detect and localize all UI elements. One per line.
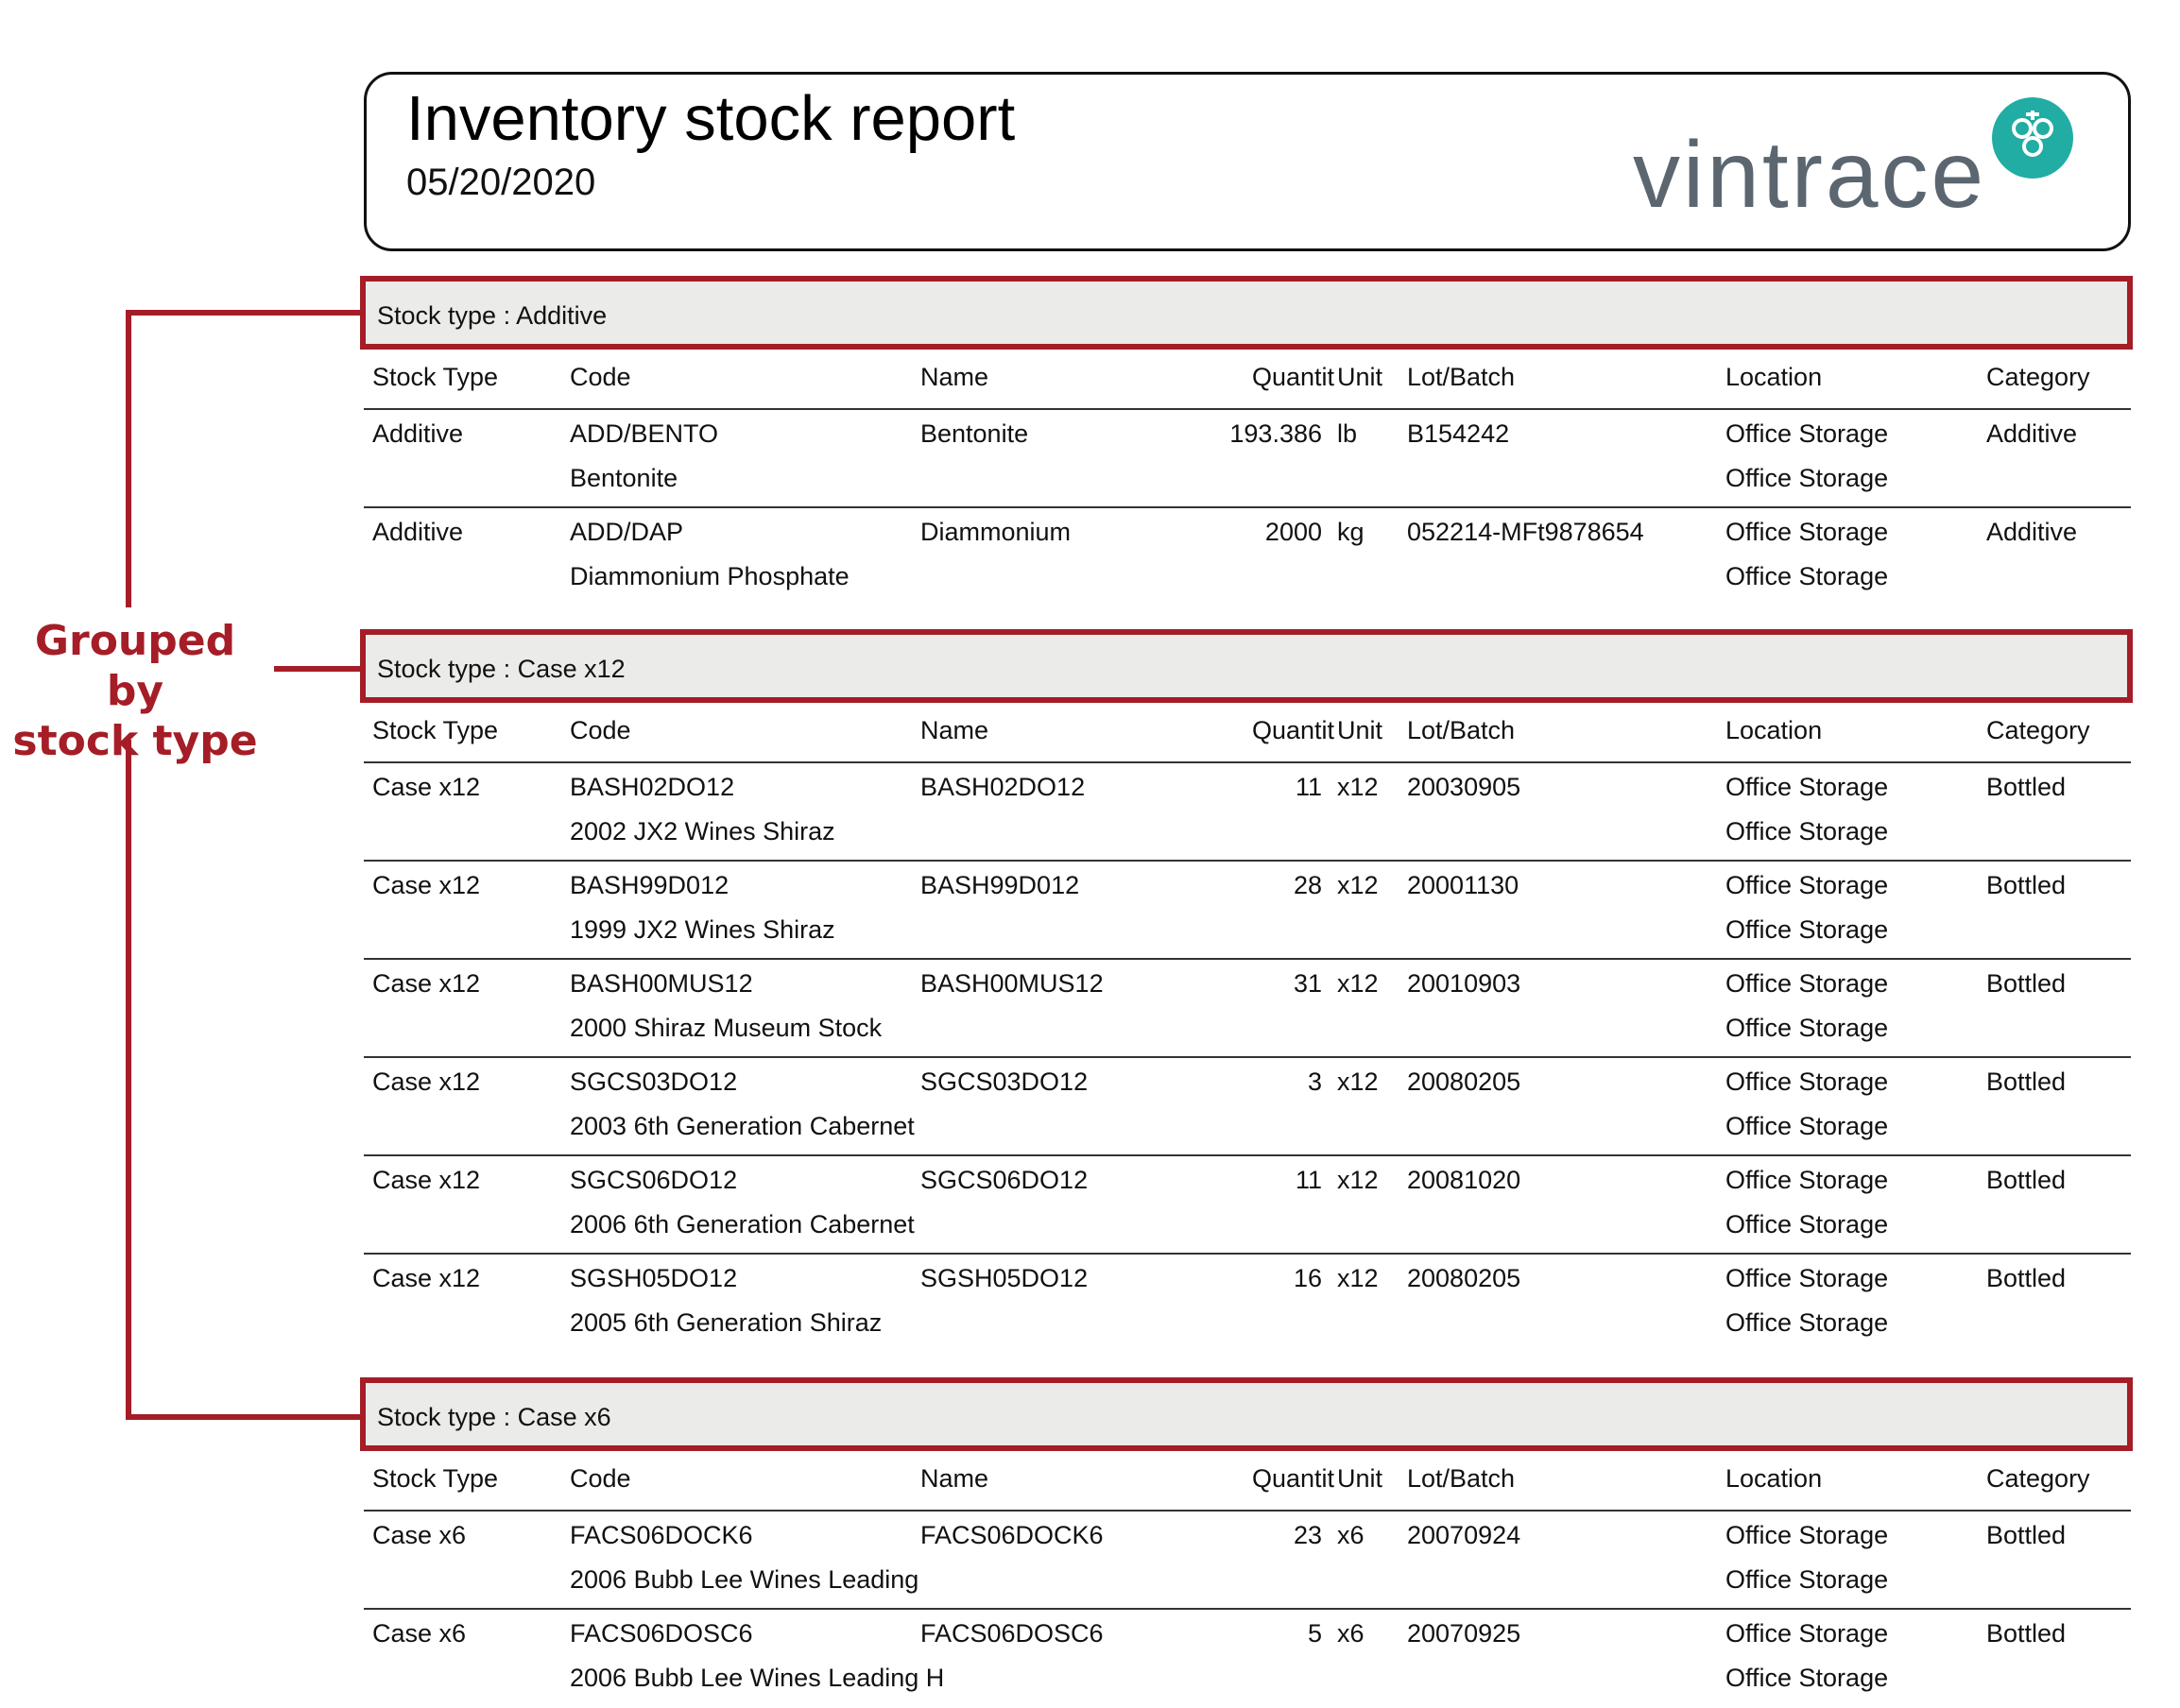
cell-stock-type: Case x12 <box>372 1068 481 1096</box>
annotation-label <box>8 616 263 766</box>
group-header-label: Stock type : Additive <box>377 301 608 330</box>
cell-category: Bottled <box>1986 1521 2067 1549</box>
annotation-line-2: stock type <box>12 717 258 765</box>
group-header <box>360 629 2133 703</box>
cell-description: Bentonite <box>570 464 678 492</box>
cell-name: BASH99D012 <box>920 871 1080 899</box>
col-lot-batch: Lot/Batch <box>1407 1464 1516 1493</box>
cell-name: BASH00MUS12 <box>920 969 1104 998</box>
cell-location: Office Storage <box>1725 419 1889 448</box>
cell-stock-type: Additive <box>372 518 464 546</box>
cell-stock-type: Case x12 <box>372 1264 481 1292</box>
cell-location: Office Storage <box>1725 1619 1889 1648</box>
cell-code: BASH00MUS12 <box>570 969 753 998</box>
cell-code: FACS06DOCK6 <box>570 1521 753 1549</box>
cell-code: SGCS03DO12 <box>570 1068 738 1096</box>
cell-location: Office Storage <box>1725 1521 1889 1549</box>
vintrace-logo <box>1633 97 2086 239</box>
cell-description: 2006 Bubb Lee Wines Leading H <box>570 1664 945 1692</box>
col-quantity: Quantit <box>1252 1464 1335 1493</box>
col-stock-type: Stock Type <box>372 716 499 744</box>
col-location: Location <box>1725 1464 1823 1493</box>
col-unit: Unit <box>1337 716 1383 744</box>
cell-location-secondary: Office Storage <box>1725 562 1889 590</box>
cell-quantity: 23 <box>1293 1521 1322 1549</box>
cell-code: FACS06DOSC6 <box>570 1619 753 1648</box>
cell-category: Bottled <box>1986 969 2067 998</box>
table-row <box>364 1058 2131 1156</box>
cell-unit: x6 <box>1337 1521 1365 1549</box>
column-header-row <box>364 703 2131 761</box>
cell-lot-batch: 20080205 <box>1407 1068 1521 1096</box>
cell-unit: x12 <box>1337 1166 1379 1194</box>
stock-group-case-x12 <box>364 629 2131 1347</box>
cell-quantity: 2000 <box>1264 518 1322 546</box>
cell-unit: x6 <box>1337 1619 1365 1648</box>
col-lot-batch: Lot/Batch <box>1407 363 1516 391</box>
cell-category: Bottled <box>1986 1166 2067 1194</box>
cell-lot-batch: 20010903 <box>1407 969 1521 998</box>
col-lot-batch: Lot/Batch <box>1407 716 1516 744</box>
cell-location-secondary: Office Storage <box>1725 1112 1889 1140</box>
report-header <box>364 72 2131 251</box>
cell-lot-batch: 20081020 <box>1407 1166 1521 1194</box>
table-row <box>364 1610 2131 1708</box>
col-code: Code <box>570 716 631 744</box>
col-location: Location <box>1725 363 1823 391</box>
cell-code: BASH02DO12 <box>570 773 735 801</box>
cell-quantity: 31 <box>1293 969 1322 998</box>
cell-location-secondary: Office Storage <box>1725 1308 1889 1337</box>
cell-category: Additive <box>1986 518 2078 546</box>
cell-quantity: 16 <box>1293 1264 1322 1292</box>
logo-wordmark: vintrace <box>1633 122 1987 228</box>
column-header-row <box>364 1451 2131 1510</box>
cell-unit: kg <box>1337 518 1365 546</box>
table-row <box>364 862 2131 960</box>
cell-stock-type: Case x6 <box>372 1619 467 1648</box>
cell-location: Office Storage <box>1725 1264 1889 1292</box>
cell-lot-batch: 20070925 <box>1407 1619 1521 1648</box>
cell-name: BASH02DO12 <box>920 773 1086 801</box>
cell-quantity: 5 <box>1307 1619 1322 1648</box>
col-code: Code <box>570 363 631 391</box>
cell-location-secondary: Office Storage <box>1725 1210 1889 1238</box>
table-row <box>364 1512 2131 1610</box>
cell-location-secondary: Office Storage <box>1725 1565 1889 1594</box>
cell-stock-type: Additive <box>372 419 464 448</box>
cell-description: 2006 Bubb Lee Wines Leading <box>570 1565 919 1594</box>
cell-name: Bentonite <box>920 419 1029 448</box>
cell-name: FACS06DOCK6 <box>920 1521 1104 1549</box>
cell-unit: x12 <box>1337 1264 1379 1292</box>
cell-description: 2005 6th Generation Shiraz <box>570 1308 883 1337</box>
group-header-label: Stock type : Case x12 <box>377 655 626 683</box>
table-row <box>364 1255 2131 1353</box>
cell-code: SGSH05DO12 <box>570 1264 738 1292</box>
cell-location: Office Storage <box>1725 518 1889 546</box>
cell-description: 2000 Shiraz Museum Stock <box>570 1014 883 1042</box>
cell-code: BASH99D012 <box>570 871 730 899</box>
cell-stock-type: Case x6 <box>372 1521 467 1549</box>
cell-category: Bottled <box>1986 871 2067 899</box>
cell-stock-type: Case x12 <box>372 773 481 801</box>
cell-code: ADD/DAP <box>570 518 684 546</box>
cell-unit: x12 <box>1337 773 1379 801</box>
cell-location-secondary: Office Storage <box>1725 464 1889 492</box>
cell-location-secondary: Office Storage <box>1725 1664 1889 1692</box>
cell-location-secondary: Office Storage <box>1725 1014 1889 1042</box>
group-header <box>360 276 2133 350</box>
cell-location-secondary: Office Storage <box>1725 915 1889 944</box>
cell-quantity: 11 <box>1295 773 1322 801</box>
cell-category: Bottled <box>1986 1068 2067 1096</box>
table-row <box>364 1156 2131 1255</box>
cell-stock-type: Case x12 <box>372 871 481 899</box>
table-row <box>364 508 2131 606</box>
cell-category: Bottled <box>1986 1619 2067 1648</box>
col-category: Category <box>1986 716 2090 744</box>
cell-category: Bottled <box>1986 773 2067 801</box>
cell-lot-batch: 20030905 <box>1407 773 1521 801</box>
annotation-line-1: Grouped by <box>34 617 236 715</box>
col-quantity: Quantit <box>1252 363 1335 391</box>
col-name: Name <box>920 363 989 391</box>
group-header-label: Stock type : Case x6 <box>377 1403 611 1431</box>
group-header <box>360 1377 2133 1451</box>
col-code: Code <box>570 1464 631 1493</box>
cell-stock-type: Case x12 <box>372 969 481 998</box>
col-name: Name <box>920 1464 989 1493</box>
cell-description: 2002 JX2 Wines Shiraz <box>570 817 835 845</box>
cell-description: 2003 6th Generation Cabernet <box>570 1112 915 1140</box>
cell-stock-type: Case x12 <box>372 1166 481 1194</box>
cell-description: 1999 JX2 Wines Shiraz <box>570 915 835 944</box>
cell-quantity: 11 <box>1295 1166 1322 1194</box>
col-unit: Unit <box>1337 363 1383 391</box>
table-row <box>364 410 2131 508</box>
cell-name: SGSH05DO12 <box>920 1264 1089 1292</box>
cell-name: Diammonium <box>920 518 1072 546</box>
cell-category: Bottled <box>1986 1264 2067 1292</box>
report-date: 05/20/2020 <box>406 162 596 203</box>
cell-name: SGCS06DO12 <box>920 1166 1089 1194</box>
cell-lot-batch: 052214-MFt9878654 <box>1407 518 1644 546</box>
cell-location: Office Storage <box>1725 773 1889 801</box>
col-category: Category <box>1986 1464 2090 1493</box>
col-stock-type: Stock Type <box>372 363 499 391</box>
col-location: Location <box>1725 716 1823 744</box>
cell-unit: x12 <box>1337 969 1379 998</box>
cell-lot-batch: 20070924 <box>1407 1521 1521 1549</box>
cell-quantity: 193.386 <box>1229 419 1322 448</box>
col-stock-type: Stock Type <box>372 1464 499 1493</box>
stock-group-additive <box>364 276 2131 597</box>
cell-unit: x12 <box>1337 1068 1379 1096</box>
cell-description: 2006 6th Generation Cabernet <box>570 1210 915 1238</box>
column-header-row <box>364 350 2131 408</box>
cell-code: SGCS06DO12 <box>570 1166 738 1194</box>
cell-category: Additive <box>1986 419 2078 448</box>
col-quantity: Quantit <box>1252 716 1335 744</box>
table-row <box>364 763 2131 862</box>
cell-lot-batch: 20080205 <box>1407 1264 1521 1292</box>
cell-location: Office Storage <box>1725 871 1889 899</box>
cell-unit: lb <box>1337 419 1358 448</box>
stock-group-case-x6 <box>364 1377 2131 1693</box>
cell-name: SGCS03DO12 <box>920 1068 1089 1096</box>
cell-description: Diammonium Phosphate <box>570 562 850 590</box>
cell-location: Office Storage <box>1725 969 1889 998</box>
cell-location: Office Storage <box>1725 1166 1889 1194</box>
cell-quantity: 3 <box>1307 1068 1322 1096</box>
cell-quantity: 28 <box>1293 871 1322 899</box>
logo-grapes-icon <box>1992 97 2073 179</box>
col-name: Name <box>920 716 989 744</box>
table-row <box>364 960 2131 1058</box>
cell-location: Office Storage <box>1725 1068 1889 1096</box>
cell-code: ADD/BENTO <box>570 419 719 448</box>
report-title: Inventory stock report <box>406 83 1016 154</box>
cell-unit: x12 <box>1337 871 1379 899</box>
cell-lot-batch: 20001130 <box>1407 871 1519 899</box>
cell-location-secondary: Office Storage <box>1725 817 1889 845</box>
cell-lot-batch: B154242 <box>1407 419 1510 448</box>
col-category: Category <box>1986 363 2090 391</box>
col-unit: Unit <box>1337 1464 1383 1493</box>
cell-name: FACS06DOSC6 <box>920 1619 1104 1648</box>
